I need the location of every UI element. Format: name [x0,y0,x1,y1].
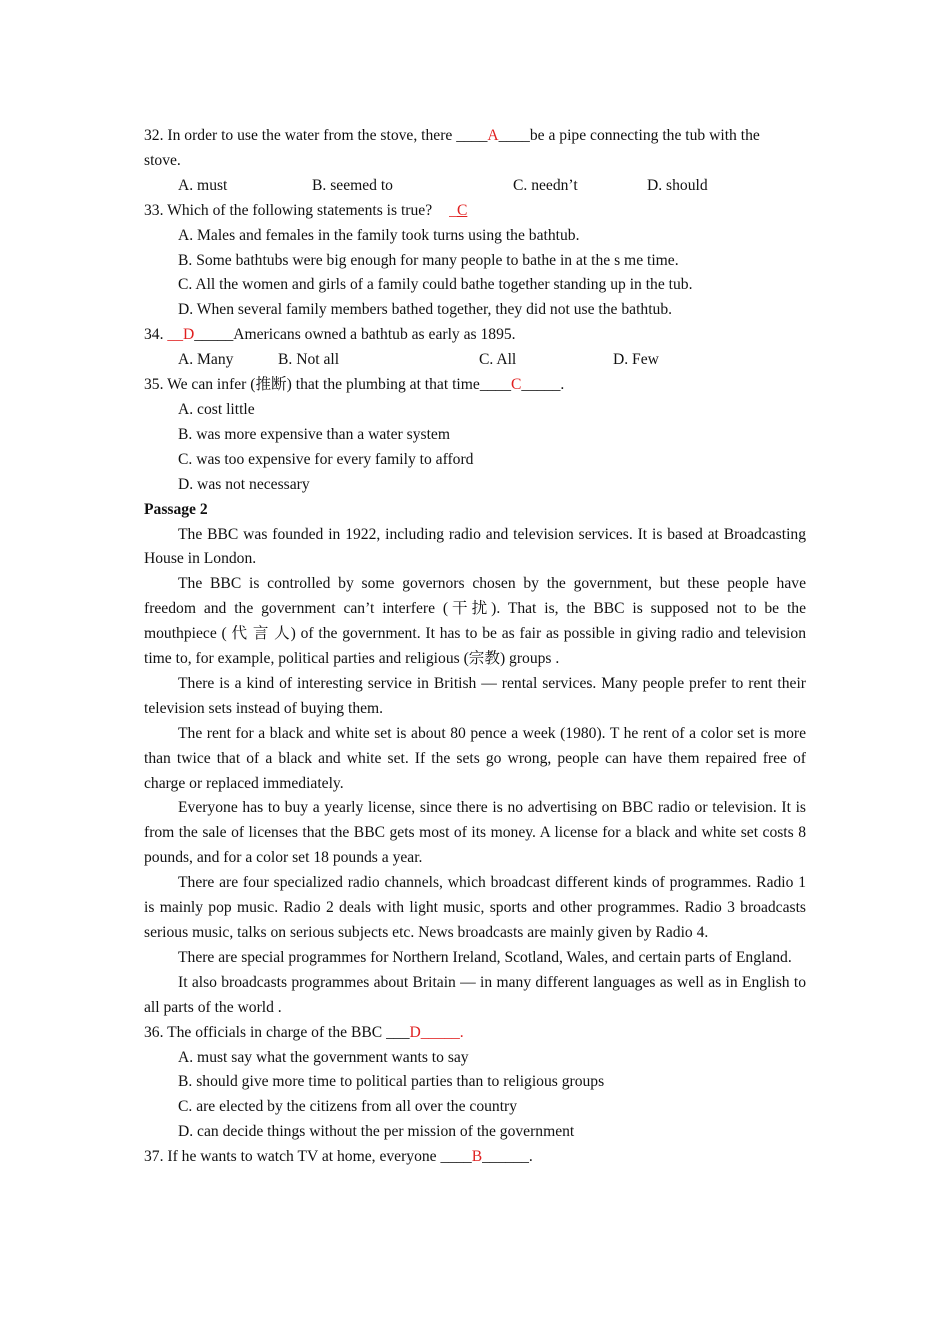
question-34-options [144,348,806,373]
question-33-option-b: B. Some bathtubs were big enough for many people to bathe in at the s me time. [178,251,679,269]
option-d: D. should [647,176,708,194]
option-c: C. needn’t [513,176,578,194]
question-36-option-a: A. must say what the government wants to say [178,1048,469,1066]
question-33-option-c: C. All the women and girls of a family could bathe together standing up in the tub. [178,276,693,294]
passage-paragraph-6: There are four specialized radio channels, which broadcast different kinds of programmes. Radio 1 is mainly pop music. Radio 2 deals with light music, sports and other programmes. Radio 3 broadcasts serious music, talks on serious subjects etc. News broadcasts are mainly given by Radio 4. [144,874,806,941]
passage-paragraph-7: There are special programmes for Northern Ireland, Scotland, Wales, and certain parts of England. [178,948,792,966]
question-35-stem: 35. We can infer (推断) that the plumbing at that time____C_____. [144,376,565,394]
question-36-answer: D_____. [409,1023,464,1041]
passage-paragraph-1: The BBC was founded in 1922, including radio and television services. It is based at Broadcasting House in London. [144,525,806,568]
option-a: A. Many [178,351,234,369]
question-33-answer: _C [449,201,468,219]
question-35-option-a: A. cost little [178,400,255,418]
question-32-stem-continued: stove. [144,151,181,169]
question-36-option-c: C. are elected by the citizens from all over the country [178,1098,518,1116]
option-b: B. Not all [278,351,340,369]
option-d: D. Few [613,351,659,369]
question-32-stem: 32. In order to use the water from the stove, there ____A____be a pipe connecting the tub with the [144,127,760,144]
question-37-answer: B [471,1148,483,1166]
question-36-stem: 36. The officials in charge of the BBC ___D_____. [144,1023,464,1041]
passage-heading: Passage 2 [144,500,208,518]
question-35-answer: C [511,376,522,394]
passage-paragraph-4: The rent for a black and white set is about 80 pence a week (1980). T he rent of a color set is more than twice that of a black and white set. If the sets go wrong, people can have them repaired free of charge or replaced immediately. [144,724,806,792]
worksheet-content [144,124,806,1170]
passage-paragraph-2: The BBC is controlled by some governors chosen by the government, but these people have freedom and the government can’t interfere (干扰). That is, the BBC is supposed not to be the mouthpiece ( 代 言 人) of the government. It has to be as fair as possible in giving radio and television time to, for example, political parties and religious (宗教) groups . [144,575,806,668]
option-a: A. must [178,176,228,194]
question-33-stem: 33. Which of the following statements is true? _C [144,201,468,219]
question-35-option-d: D. was not necessary [178,475,310,493]
question-32-options [144,174,806,199]
question-32-answer: A [487,127,499,144]
question-35-option-c: C. was too expensive for every family to afford [178,450,474,468]
question-37-stem: 37. If he wants to watch TV at home, everyone ____B______. [144,1148,533,1166]
question-33-option-a: A. Males and females in the family took turns using the bathtub. [178,226,580,244]
question-34-stem: 34. __D_____Americans owned a bathtub as early as 1895. [144,326,516,344]
option-c: C. All [479,351,517,369]
question-35-option-b: B. was more expensive than a water system [178,425,450,443]
passage-paragraph-5: Everyone has to buy a yearly license, since there is no advertising on BBC radio or television. It is from the sale of licenses that the BBC gets most of its money. A license for a black and white set costs 8 pounds, and for a color set 18 pounds a year. [144,799,806,867]
option-b: B. seemed to [312,176,393,194]
question-36-option-d: D. can decide things without the per mission of the government [178,1123,575,1141]
question-36-option-b: B. should give more time to political parties than to religious groups [178,1073,605,1091]
question-33-option-d: D. When several family members bathed together, they did not use the bathtub. [178,301,673,319]
question-34-answer: __D [167,326,195,344]
passage-paragraph-3: There is a kind of interesting service in British — rental services. Many people prefer to rent their television sets instead of buying them. [144,674,806,717]
passage-paragraph-8: It also broadcasts programmes about Britain — in many different languages as well as in English to all parts of the world . [144,973,806,1016]
